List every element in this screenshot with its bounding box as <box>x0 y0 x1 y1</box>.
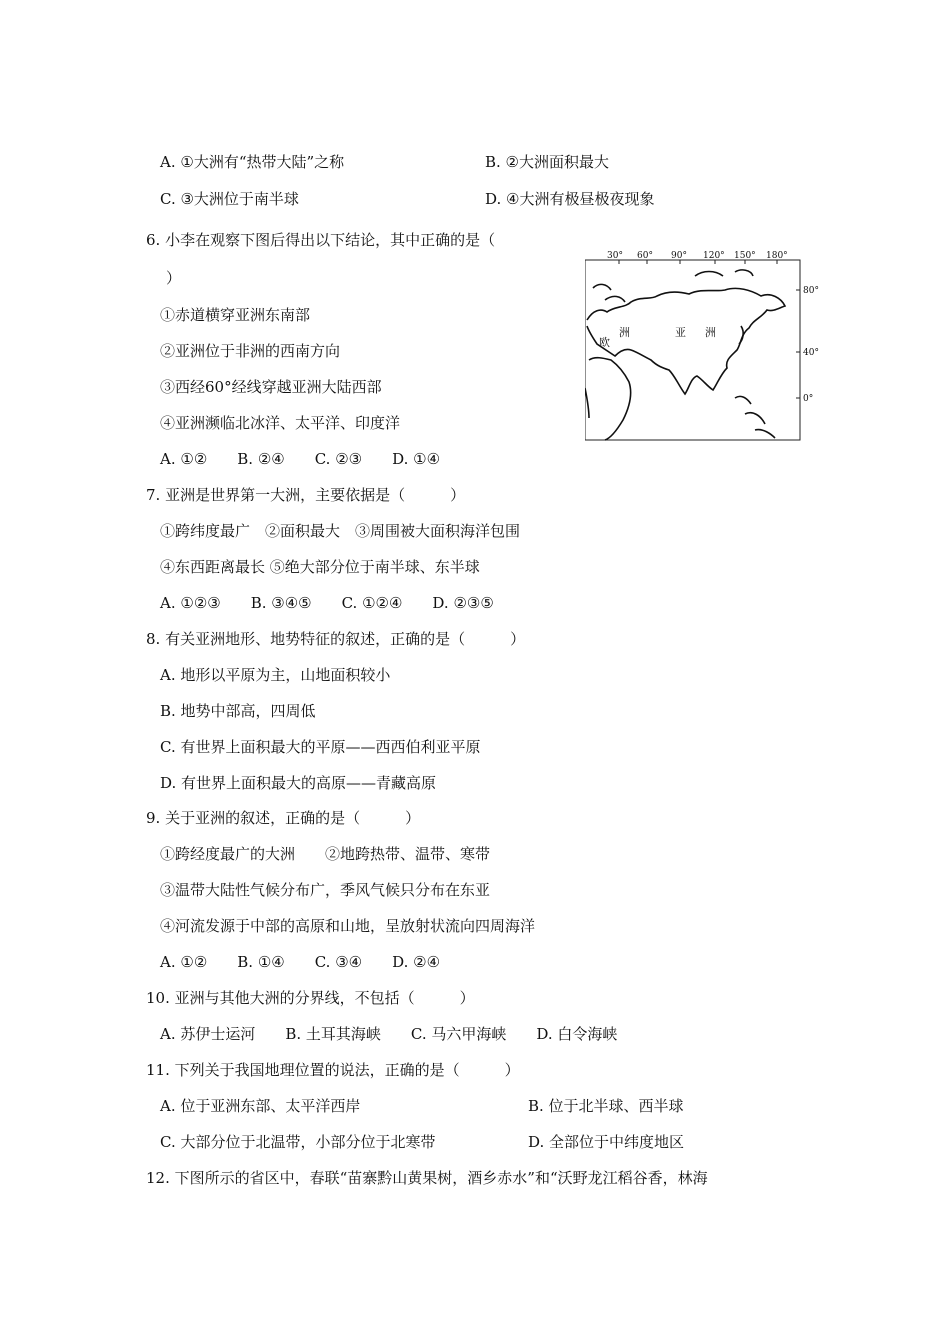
q5-option-d: D. ④大洲有极昼极夜现象 <box>485 190 655 208</box>
q9-item-3: ④河流发源于中部的高原和山地，呈放射状流向四周海洋 <box>160 917 536 935</box>
q6-stem: 6. 小李在观察下图后得出以下结论，其中正确的是（ <box>146 231 496 249</box>
q8-option-c: C. 有世界上面积最大的平原——西西伯利亚平原 <box>160 738 481 756</box>
q10-stem: 10. 亚洲与其他大洲的分界线，不包括（ ） <box>146 989 475 1007</box>
q12-stem: 12. 下图所示的省区中，春联“苗寨黔山黄果树，酒乡赤水”和“沃野龙江稻谷香，林海 <box>146 1169 708 1187</box>
q10-choices: A. 苏伊士运河 B. 土耳其海峡 C. 马六甲海峡 D. 白令海峡 <box>160 1025 618 1043</box>
lon-label-180: 180° <box>766 251 788 261</box>
q5-option-a: A. ①大洲有“热带大陆”之称 <box>160 153 345 171</box>
q11-option-a: A. 位于亚洲东部、太平洋西岸 <box>160 1097 361 1115</box>
label-asia-zhou: 洲 <box>705 326 716 339</box>
q7-stem: 7. 亚洲是世界第一大洲，主要依据是（ ） <box>146 486 466 504</box>
label-europe-zhou: 洲 <box>619 326 630 339</box>
lat-label-80: 80° <box>803 286 819 296</box>
q9-stem: 9. 关于亚洲的叙述，正确的是（ ） <box>146 809 421 827</box>
lon-label-60: 60° <box>637 251 653 261</box>
lon-label-150: 150° <box>734 251 756 261</box>
q9-item-1: ①跨经度最广的大洲 ②地跨热带、温带、寒带 <box>160 845 491 863</box>
q6-stem-close: ） <box>166 269 182 287</box>
q8-option-a: A. 地形以平原为主，山地面积较小 <box>160 666 391 684</box>
lon-label-90: 90° <box>671 251 687 261</box>
asia-map-svg <box>585 248 819 442</box>
q9-choices: A. ①② B. ①④ C. ③④ D. ②④ <box>160 953 441 971</box>
q6-item-4: ④亚洲濒临北冰洋、太平洋、印度洋 <box>160 414 401 432</box>
q7-choices: A. ①②③ B. ③④⑤ C. ①②④ D. ②③⑤ <box>160 594 494 612</box>
q8-option-d: D. 有世界上面积最大的高原——青藏高原 <box>160 774 437 792</box>
label-europe-ou: 欧 <box>599 336 610 349</box>
q5-option-b: B. ②大洲面积最大 <box>485 153 610 171</box>
label-asia-ya: 亚 <box>675 326 686 339</box>
q6-item-2: ②亚洲位于非洲的西南方向 <box>160 342 341 360</box>
q9-item-2: ③温带大陆性气候分布广，季风气候只分布在东亚 <box>160 881 491 899</box>
q11-option-b: B. 位于北半球、西半球 <box>528 1097 684 1115</box>
lat-label-0: 0° <box>803 394 814 404</box>
lon-label-30: 30° <box>607 251 623 261</box>
q6-item-3: ③西经60°经线穿越亚洲大陆西部 <box>160 378 382 396</box>
q7-item-2: ④东西距离最长 ⑤绝大部分位于南半球、东半球 <box>160 558 480 576</box>
q11-stem: 11. 下列关于我国地理位置的说法，正确的是（ ） <box>146 1061 520 1079</box>
q8-option-b: B. 地势中部高，四周低 <box>160 702 316 720</box>
q6-item-1: ①赤道横穿亚洲东南部 <box>160 306 311 324</box>
asia-map-figure <box>585 248 819 442</box>
lon-label-120: 120° <box>703 251 725 261</box>
lat-label-40: 40° <box>803 348 819 358</box>
q8-stem: 8. 有关亚洲地形、地势特征的叙述，正确的是（ ） <box>146 630 526 648</box>
q5-option-c: C. ③大洲位于南半球 <box>160 190 299 208</box>
q6-choices: A. ①② B. ②④ C. ②③ D. ①④ <box>160 450 441 468</box>
q7-item-1: ①跨纬度最广 ②面积最大 ③周围被大面积海洋包围 <box>160 522 521 540</box>
q11-option-c: C. 大部分位于北温带，小部分位于北寒带 <box>160 1133 436 1151</box>
q11-option-d: D. 全部位于中纬度地区 <box>528 1133 685 1151</box>
